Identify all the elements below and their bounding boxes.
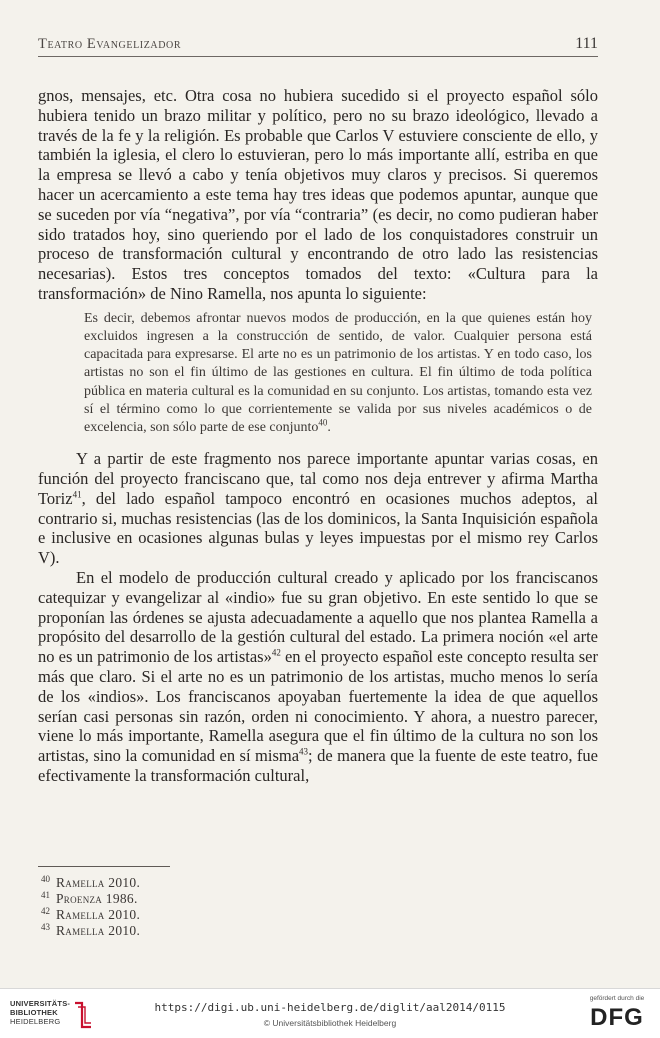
page-number: 111: [575, 35, 598, 52]
paragraph-1: gnos, mensajes, etc. Otra cosa no hubiera sucedido si el proyecto español sólo hubiera tenido un brazo militar y político, pero no su brazo ideológico, llevado a través de la fe y la religión. Es probable que Carlos V estuviere consciente de ello, y también la iglesia, el clero lo estuvieran, pero lo más importante allí, estriba en que la empresa se llevó a cabo y tenía objetivos muy claros y precisos. Si queremos hacer un acercamiento a este tema hay tres ideas que podemos apuntar, aunque que se suceden por vía “negativa”, por vía “contraria” (es decir, no como pudieran haber sido tratados hoy, sino queriendo por el lado de los conquistadores construir un proceso de transformación cultural y encontrando de otro lado las resistencias necesarias). Estos tres conceptos tomados del texto: «Cultura para la transformación» de Nino Ramella, nos apunta lo siguiente:: [38, 86, 598, 303]
footnote-ref-40[interactable]: 40: [318, 417, 328, 428]
library-logo-text: UNIVERSITÄTS- BIBLIOTHEK HEIDELBERG: [10, 999, 71, 1026]
dfg-logo-block[interactable]: [582, 995, 652, 1033]
footnote-divider: [38, 866, 170, 867]
page-header: [38, 34, 598, 57]
footnote-item: 41 Proenza 1986.: [41, 889, 138, 906]
footnote-item: 43 Ramella 2010.: [41, 921, 141, 938]
copyright-notice: © Universitätsbibliothek Heidelberg: [263, 1018, 397, 1028]
running-title: Teatro Evangelizador: [38, 36, 182, 52]
permalink-url[interactable]: https://digi.ub.uni-heidelberg.de/diglit/aal2014/0115: [154, 1001, 506, 1014]
paragraph-3: En el modelo de producción cultural creado y aplicado por los franciscanos catequizar y evangelizar al «indio» fue su gran objetivo. En este sentido lo que se proponían las órdenes se ajusta adecuadamente a aquello que nos plantea Ramella a propósito del desarrollo de la gestión cultural del estado. La primera noción «el arte no es un patrimonio de los artistas»$^{42}$ en el proyecto español este concepto resulta ser más que claro. Si el arte no es un patrimonio de los artistas, mucho menos lo sería de los «indios». Los franciscanos apoyaban fuertemente la idea de que aquellos serían casi personas sin razón, orden ni conocimiento. Y ahora, a nuestro parecer, viene lo más importante, Ramella asegura que el fin último de la cultura no son los artistas, sino la comunidad en sí misma$^{43}$; de manera que la fuente de este teatro, fue efectivamente la transformación cultural,: [38, 567, 598, 785]
footnotes: [38, 866, 598, 939]
footnote-item: 40 Ramella 2010.: [41, 873, 141, 890]
quote-text: Es decir, debemos afrontar nuevos modos de producción, en la que quienes están hoy excluidos ingresen a la construcción de sentido, de valor. Cualquier persona está capacitada para expresarse. El arte no es un patrimonio de los artistas. Y en todo caso, los artistas no son el fin último de las gestiones en cultura. El fin último de toda política pública en materia cultural es la comunidad en su conjunto. Los artistas, tomando esta vez sí el término como lo que corrientemente se valida por sus niveles académicos o de excelencia, son sólo parte de ese conjunto: [84, 310, 592, 435]
footnote-ref-42[interactable]: 42: [271, 647, 281, 658]
viewer-footer: [0, 988, 660, 1038]
footnote-ref-41[interactable]: 41: [72, 489, 82, 500]
paragraph-2: Y a partir de este fragmento nos parece importante apuntar varias cosas, en función del proyecto franciscano que, tal como nos deja entrever y afirma Martha Toriz$^{41}$, del lado español tampoco encontró en ocasiones muchos adeptos, al contrario si, muchas resistencias (las de los dominicos, la Santa Inquisición española e inclusive en ocasiones algunas bulas y leyes impuestas por el mismo rey Carlos V).: [38, 449, 598, 568]
footnote-item: 42 Ramella 2010.: [41, 905, 141, 922]
footnote-ref-43[interactable]: 43: [299, 746, 309, 757]
block-quote: Es decir, debemos afrontar nuevos modos de producción, en la que quienes están hoy excluidos ingresen a la construcción de sentido, de valor. Cualquier persona está capacitada para expresarse. El arte no es un patrimonio de los artistas. Y en todo caso, los artistas no son el fin último de las gestiones en cultura. El fin último de toda política pública en materia cultural es la comunidad en su conjunto. Los artistas, tomando esta vez sí el término como lo que corrientemente se valida por sus niveles académicos o de excelencia, son sólo parte de ese conjunto$^{40}$.: [84, 310, 592, 435]
dfg-caption: gefördert durch die: [589, 995, 645, 1002]
body-text: [38, 86, 598, 786]
dfg-logo: DFG: [590, 1004, 644, 1031]
